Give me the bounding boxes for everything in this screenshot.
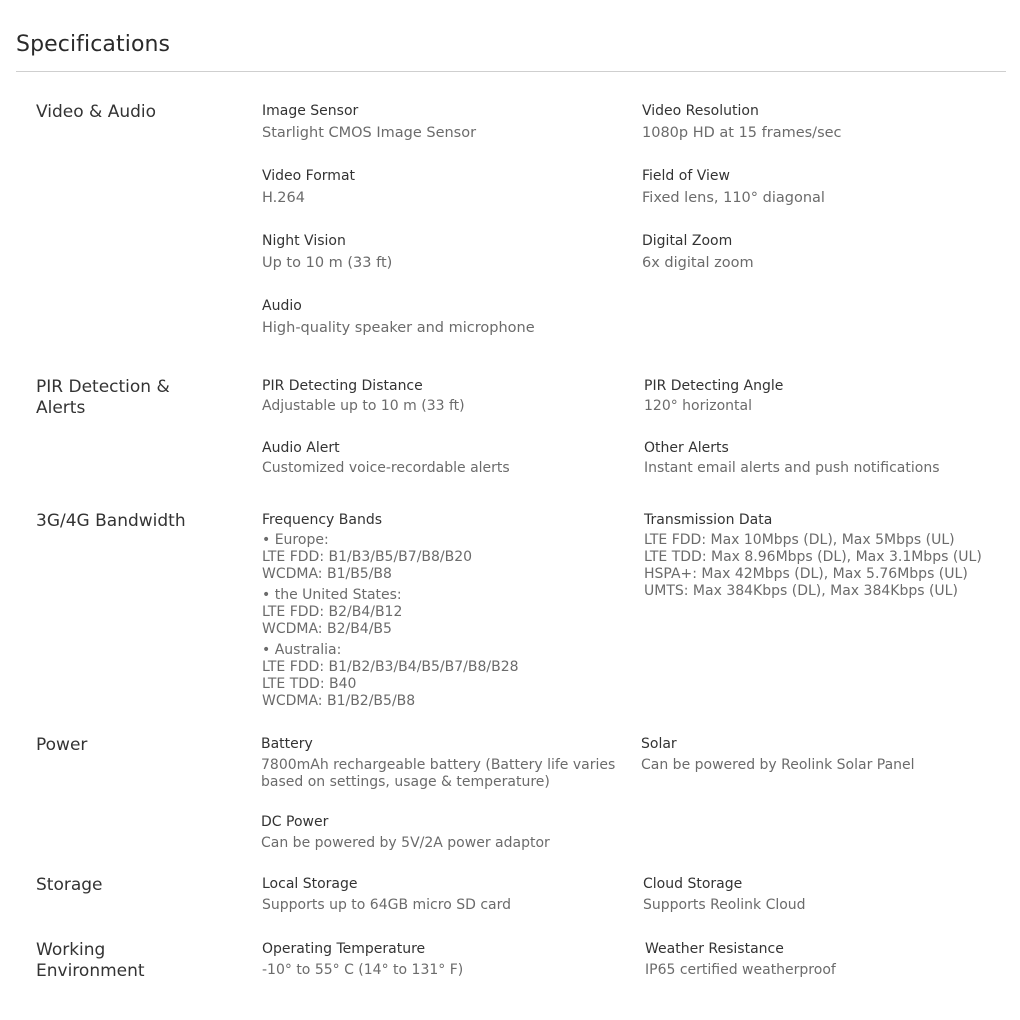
spec-value: High-quality speaker and microphone xyxy=(262,320,535,336)
section-title-line: Working xyxy=(36,940,106,960)
spec-label: Audio xyxy=(262,298,302,314)
spec-value: 1080p HD at 15 frames/sec xyxy=(642,125,842,141)
spec-label: Solar xyxy=(641,736,677,752)
spec-label: Frequency Bands xyxy=(262,512,383,528)
section-title-line: Environment xyxy=(36,961,145,981)
battery-line: 7800mAh rechargeable battery (Battery life varies xyxy=(261,757,616,773)
spec-value: Fixed lens, 110° diagonal xyxy=(642,190,825,206)
band-line: WCDMA: B1/B5/B8 xyxy=(262,566,392,582)
spec-value: Adjustable up to 10 m (33 ft) xyxy=(262,398,465,414)
section-title-pir xyxy=(36,377,170,419)
band-line: LTE FDD: B1/B2/B3/B4/B5/B7/B8/B28 xyxy=(262,659,519,675)
spec-value: Customized voice-recordable alerts xyxy=(262,460,510,476)
spec-operating-temperature xyxy=(262,940,463,979)
spec-value: 6x digital zoom xyxy=(642,255,754,271)
spec-weather-resistance xyxy=(645,940,836,979)
page-title: Specifications xyxy=(16,32,171,57)
spec-value: 120° horizontal xyxy=(644,398,753,414)
spec-label: Field of View xyxy=(642,168,730,184)
section-title-line: Alerts xyxy=(36,398,86,418)
spec-label: Audio Alert xyxy=(262,440,340,456)
spec-battery xyxy=(261,735,615,791)
spec-value: Up to 10 m (33 ft) xyxy=(262,255,393,271)
spec-label: Digital Zoom xyxy=(642,233,733,249)
section-title-line: PIR Detection & xyxy=(36,377,170,397)
spec-value: Starlight CMOS Image Sensor xyxy=(262,125,477,141)
band-line: • Australia: xyxy=(262,642,342,658)
spec-frequency-bands xyxy=(262,511,519,710)
spec-value: Instant email alerts and push notifications xyxy=(644,460,940,476)
spec-solar xyxy=(641,735,915,774)
spec-transmission-data xyxy=(644,511,982,600)
spec-digital-zoom xyxy=(642,232,754,272)
spec-label: PIR Detecting Distance xyxy=(262,378,423,394)
section-title-video-audio: Video & Audio xyxy=(36,102,157,122)
spec-video-resolution xyxy=(642,102,842,142)
spec-dc-power xyxy=(261,813,550,852)
section-title-environment xyxy=(36,940,145,982)
spec-value: -10° to 55° C (14° to 131° F) xyxy=(262,962,464,978)
band-line: LTE FDD: B2/B4/B12 xyxy=(262,604,403,620)
spec-local-storage xyxy=(262,875,511,914)
spec-value: Supports Reolink Cloud xyxy=(643,897,806,913)
spec-other-alerts xyxy=(644,439,940,477)
spec-video-format xyxy=(262,167,355,207)
transmission-line: UMTS: Max 384Kbps (DL), Max 384Kbps (UL) xyxy=(644,583,958,599)
spec-label: Night Vision xyxy=(262,233,346,249)
spec-night-vision xyxy=(262,232,392,272)
band-line: WCDMA: B2/B4/B5 xyxy=(262,621,392,637)
band-group-australia xyxy=(262,642,519,710)
band-line: LTE FDD: B1/B3/B5/B7/B8/B20 xyxy=(262,549,473,565)
spec-value: IP65 certified weatherproof xyxy=(645,962,836,978)
spec-cloud-storage xyxy=(643,875,806,914)
spec-value: Supports up to 64GB micro SD card xyxy=(262,897,511,913)
spec-value: Can be powered by Reolink Solar Panel xyxy=(641,757,915,773)
transmission-line: LTE TDD: Max 8.96Mbps (DL), Max 3.1Mbps (UL) xyxy=(644,549,982,565)
transmission-line: HSPA+: Max 42Mbps (DL), Max 5.76Mbps (UL) xyxy=(644,566,968,582)
band-line: • the United States: xyxy=(262,587,402,603)
band-line: WCDMA: B1/B2/B5/B8 xyxy=(262,693,416,709)
band-group-europe xyxy=(262,532,519,583)
spec-value xyxy=(262,532,519,710)
title-divider xyxy=(16,71,1006,72)
spec-value: Can be powered by 5V/2A power adaptor xyxy=(261,835,550,851)
spec-audio xyxy=(262,297,535,337)
band-line: • Europe: xyxy=(262,532,329,548)
spec-value xyxy=(261,757,615,791)
spec-label: PIR Detecting Angle xyxy=(644,378,784,394)
spec-label: Battery xyxy=(261,736,313,752)
spec-label: Other Alerts xyxy=(644,440,729,456)
spec-label: Cloud Storage xyxy=(643,876,743,892)
section-title-storage: Storage xyxy=(36,875,103,895)
spec-value: H.264 xyxy=(262,190,305,206)
spec-image-sensor xyxy=(262,102,476,142)
spec-pir-angle xyxy=(644,377,783,415)
spec-field-of-view xyxy=(642,167,825,207)
band-group-us xyxy=(262,587,519,638)
spec-label: Operating Temperature xyxy=(262,941,426,957)
spec-label: Video Resolution xyxy=(642,103,759,119)
spec-label: Image Sensor xyxy=(262,103,359,119)
spec-pir-distance xyxy=(262,377,465,415)
spec-label: Weather Resistance xyxy=(645,941,784,957)
section-title-bandwidth: 3G/4G Bandwidth xyxy=(36,511,186,531)
spec-label: Transmission Data xyxy=(644,512,773,528)
spec-audio-alert xyxy=(262,439,510,477)
spec-label: Video Format xyxy=(262,168,356,184)
spec-value xyxy=(644,532,982,600)
section-title-power: Power xyxy=(36,735,88,755)
spec-label: DC Power xyxy=(261,814,329,830)
band-line: LTE TDD: B40 xyxy=(262,676,357,692)
spec-label: Local Storage xyxy=(262,876,358,892)
battery-line: based on settings, usage & temperature) xyxy=(261,774,550,790)
transmission-line: LTE FDD: Max 10Mbps (DL), Max 5Mbps (UL) xyxy=(644,532,955,548)
